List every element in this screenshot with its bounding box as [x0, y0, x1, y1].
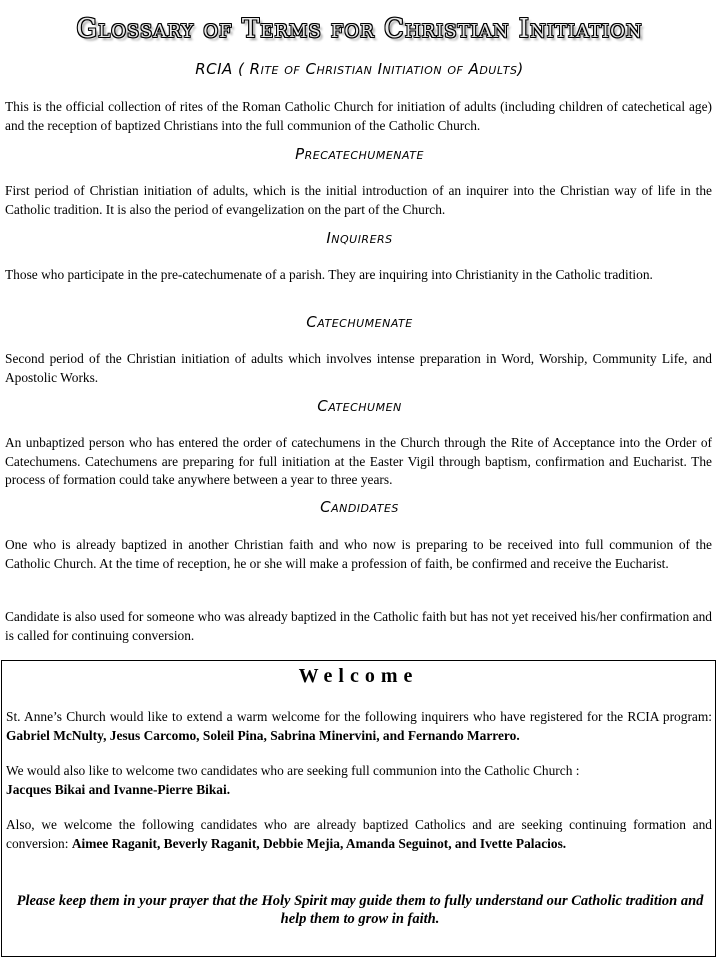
inquirers-definition: Those who participate in the pre-catechumenate of a parish. They are inquiring into Christianity in the Catholic tradition.: [5, 267, 653, 282]
page-title: Glossary of Terms for Christian Initiation: [76, 14, 643, 44]
welcome-inquirers-paragraph: [6, 708, 712, 745]
catechumenate-heading: Catechumenate: [306, 313, 413, 331]
rcia-heading: RCIA ( Rite of Christian Initiation of Adults): [195, 60, 524, 78]
precatechumenate-definition: First period of Christian initiation of adults, which is the initial introduction of an inquirer into the Christian way of life in the Catholic tradition. It is also the period of evangelization on the part of the Church.: [5, 183, 712, 217]
welcome-baptized-paragraph: [6, 816, 712, 853]
candidates-heading: Candidates: [320, 498, 399, 516]
inquirer-names: Gabriel McNulty, Jesus Carcomo, Soleil Pina, Sabrina Minervini, and Fernando Marrero.: [6, 727, 520, 743]
welcome-title: Welcome: [298, 665, 419, 687]
welcome-candidates-paragraph: [6, 762, 712, 799]
catechumen-heading: Catechumen: [317, 397, 402, 415]
catechumenate-definition: Second period of the Christian initiation of adults which involves intense preparation in Word, Worship, Community Life, and Apostolic Works.: [5, 351, 712, 385]
candidates-definition-extra: Candidate is also used for someone who was already baptized in the Catholic faith but has not yet received his/her confirmation and is called for continuing conversion.: [5, 609, 712, 643]
precatechumenate-heading: Precatechumenate: [295, 145, 424, 163]
welcome-candidates-text: We would also like to welcome two candidates who are seeking full communion into the Catholic Church :: [6, 763, 580, 778]
baptized-candidate-names: Aimee Raganit, Beverly Raganit, Debbie Mejia, Amanda Seguinot, and Ivette Palacios.: [71, 835, 567, 851]
welcome-inquirers-text: St. Anne’s Church would like to extend a warm welcome for the following inquirers who have registered for the RCIA program:: [6, 709, 712, 724]
rcia-definition: This is the official collection of rites of the Roman Catholic Church for initiation of adults (including children of catechetical age) and the reception of baptized Christians into the full communion of the Catholic Church.: [5, 99, 712, 133]
prayer-request: Please keep them in your prayer that the Holy Spirit may guide them to fully understand our Catholic tradition and help them to grow in faith.: [16, 893, 704, 927]
inquirers-heading: Inquirers: [326, 229, 393, 247]
welcome-box: [1, 660, 716, 957]
candidates-definition: One who is already baptized in another Christian faith and who now is preparing to be received into full communion of the Catholic Church. At the time of reception, he or she will make a profession of faith, be confirmed and receive the Eucharist.: [5, 537, 712, 571]
catechumen-definition: An unbaptized person who has entered the order of catechumens in the Church through the Rite of Acceptance into the Order of Catechumens. Catechumens are preparing for full initiation at the Easter Vigil through baptism, confirmation and Eucharist. The process of formation could take anywhere between a year to three years.: [5, 435, 712, 487]
candidate-names: Jacques Bikai and Ivanne-Pierre Bikai.: [6, 781, 231, 797]
welcome-baptized-text: Also, we welcome the following candidates who are already baptized Catholics and are seeking continuing formation and conversion:: [6, 817, 712, 851]
